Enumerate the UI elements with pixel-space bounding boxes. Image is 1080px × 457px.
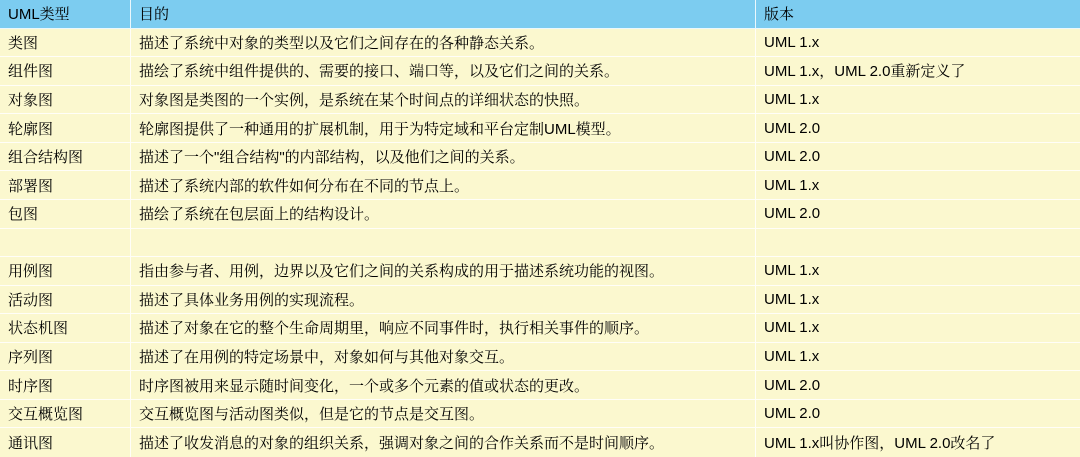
table-row [0,286,1080,315]
cell-version[interactable]: UML 2.0 [756,114,1080,143]
cell-version[interactable]: UML 2.0 [756,371,1080,400]
cell-type[interactable]: 类图 [0,29,131,58]
cell-type[interactable]: 部署图 [0,171,131,200]
table-row [0,57,1080,86]
cell-version[interactable]: UML 1.x [756,29,1080,58]
cell-type[interactable] [0,229,131,258]
cell-type[interactable]: 用例图 [0,257,131,286]
cell-purpose[interactable]: 描述了收发消息的对象的组织关系，强调对象之间的合作关系而不是时间顺序。 [131,428,756,457]
table-row [0,143,1080,172]
cell-type[interactable]: 活动图 [0,286,131,315]
cell-version[interactable] [756,229,1080,258]
cell-purpose[interactable]: 描述了具体业务用例的实现流程。 [131,286,756,315]
table-row [0,29,1080,58]
table-row [0,257,1080,286]
cell-purpose[interactable]: 描绘了系统在包层面上的结构设计。 [131,200,756,229]
cell-purpose[interactable]: 轮廓图提供了一种通用的扩展机制，用于为特定域和平台定制UML模型。 [131,114,756,143]
cell-type[interactable]: 交互概览图 [0,400,131,429]
header-cell-version[interactable]: 版本 [756,0,1080,29]
table-row [0,400,1080,429]
cell-purpose[interactable]: 对象图是类图的一个实例，是系统在某个时间点的详细状态的快照。 [131,86,756,115]
table-row [0,229,1080,258]
cell-version[interactable]: UML 1.x，UML 2.0重新定义了 [756,57,1080,86]
table-row [0,314,1080,343]
cell-purpose[interactable]: 指由参与者、用例，边界以及它们之间的关系构成的用于描述系统功能的视图。 [131,257,756,286]
cell-version[interactable]: UML 1.x [756,286,1080,315]
table-row [0,428,1080,457]
cell-purpose[interactable] [131,229,756,258]
cell-type[interactable]: 组件图 [0,57,131,86]
cell-type[interactable]: 包图 [0,200,131,229]
table-row [0,200,1080,229]
cell-purpose[interactable]: 描绘了系统中组件提供的、需要的接口、端口等，以及它们之间的关系。 [131,57,756,86]
cell-version[interactable]: UML 1.x [756,343,1080,372]
cell-purpose[interactable]: 时序图被用来显示随时间变化，一个或多个元素的值或状态的更改。 [131,371,756,400]
cell-type[interactable]: 序列图 [0,343,131,372]
cell-purpose[interactable]: 描述了对象在它的整个生命周期里，响应不同事件时，执行相关事件的顺序。 [131,314,756,343]
table-row [0,86,1080,115]
header-cell-type[interactable]: UML类型 [0,0,131,29]
cell-type[interactable]: 通讯图 [0,428,131,457]
cell-purpose[interactable]: 描述了一个"组合结构"的内部结构，以及他们之间的关系。 [131,143,756,172]
cell-version[interactable]: UML 1.x叫协作图，UML 2.0改名了 [756,428,1080,457]
cell-type[interactable]: 组合结构图 [0,143,131,172]
cell-version[interactable]: UML 1.x [756,171,1080,200]
table-row [0,171,1080,200]
table-row [0,371,1080,400]
table-row [0,343,1080,372]
cell-version[interactable]: UML 2.0 [756,200,1080,229]
cell-type[interactable]: 状态机图 [0,314,131,343]
cell-purpose[interactable]: 交互概览图与活动图类似，但是它的节点是交互图。 [131,400,756,429]
cell-type[interactable]: 时序图 [0,371,131,400]
header-cell-purpose[interactable]: 目的 [131,0,756,29]
cell-version[interactable]: UML 2.0 [756,143,1080,172]
cell-version[interactable]: UML 2.0 [756,400,1080,429]
cell-version[interactable]: UML 1.x [756,257,1080,286]
cell-type[interactable]: 对象图 [0,86,131,115]
cell-purpose[interactable]: 描述了系统内部的软件如何分布在不同的节点上。 [131,171,756,200]
cell-purpose[interactable]: 描述了系统中对象的类型以及它们之间存在的各种静态关系。 [131,29,756,58]
cell-version[interactable]: UML 1.x [756,314,1080,343]
cell-purpose[interactable]: 描述了在用例的特定场景中，对象如何与其他对象交互。 [131,343,756,372]
cell-type[interactable]: 轮廓图 [0,114,131,143]
cell-version[interactable]: UML 1.x [756,86,1080,115]
table-header-row [0,0,1080,29]
table-row [0,114,1080,143]
